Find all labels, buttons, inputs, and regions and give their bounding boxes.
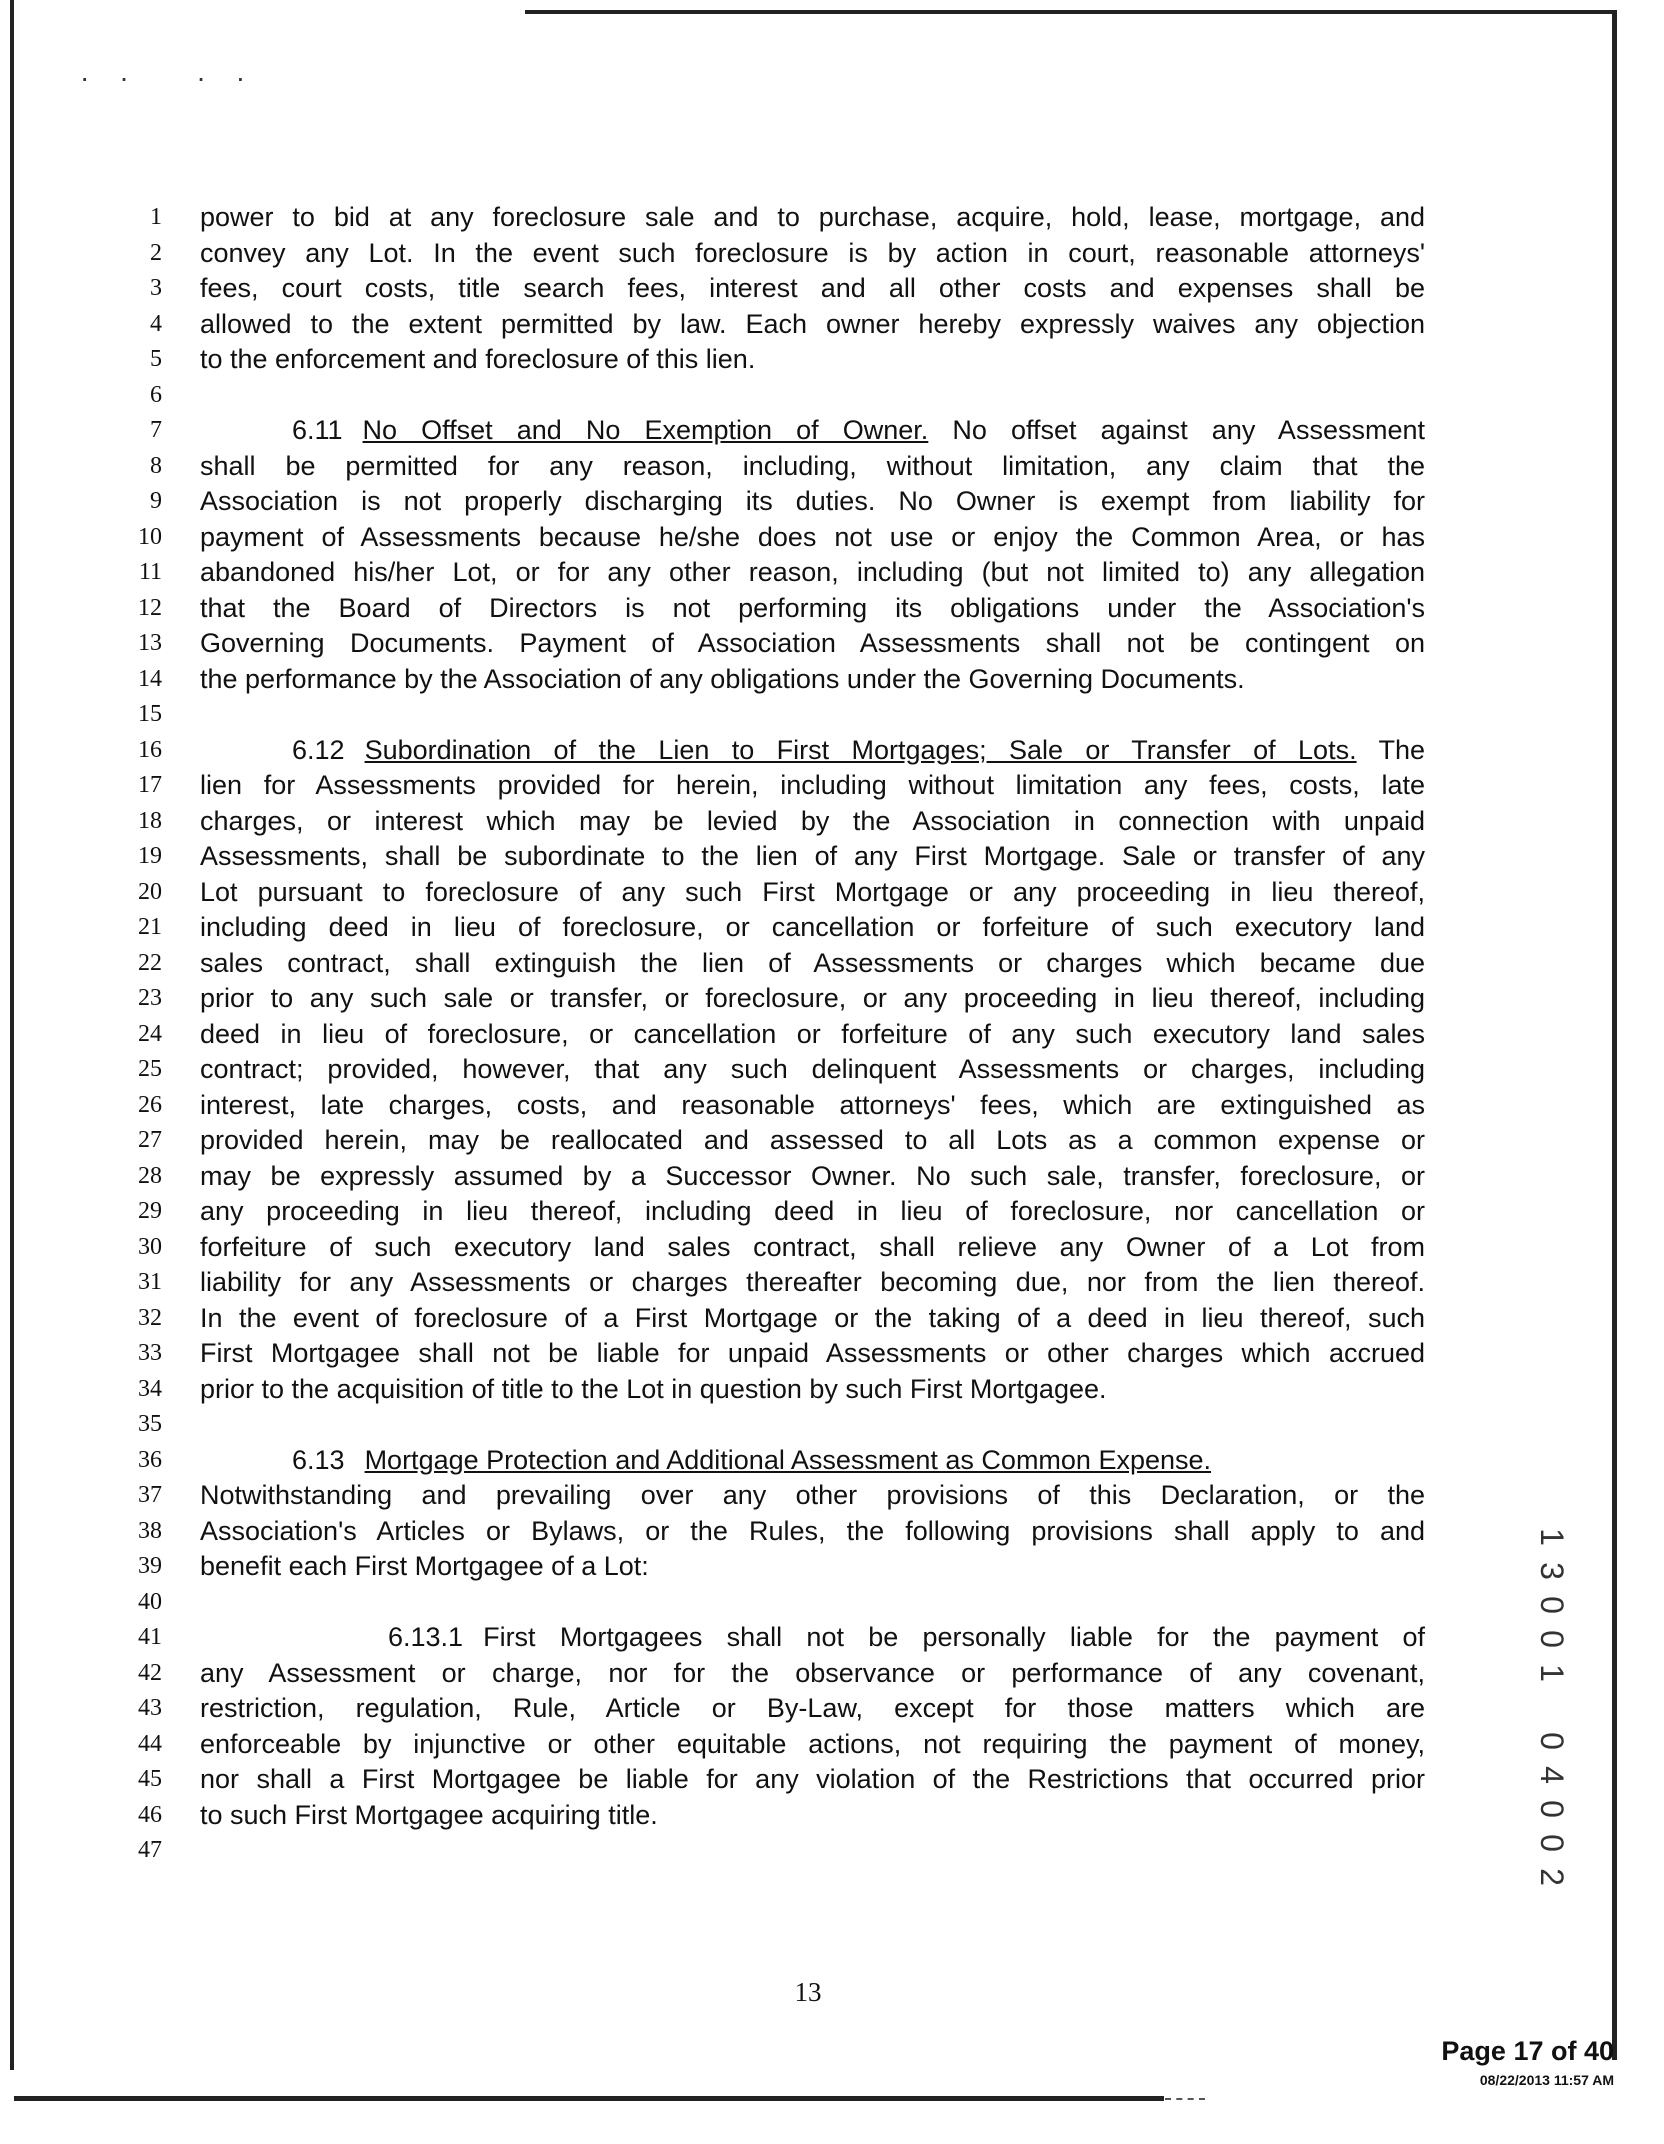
text-line [120,484,1440,520]
scan-border-bottom [14,2096,1164,2101]
line-text: nor shall a First Mortgagee be liable for any violation of the Restrictions that occurred prior [200,1764,1425,1794]
section-body: The [1378,734,1425,765]
line-text: convey any Lot. In the event such foreclosure is by action in court, reasonable attorneys' [200,237,1425,268]
line-text: liability for any Assessments or charges thereafter becoming due, nor from the lien thereof. [200,1267,1425,1297]
stamp-digit: 4 [1534,1766,1570,1784]
text-line [120,1123,1440,1159]
page-count-label: Page 17 of 40 [1441,2036,1614,2066]
line-text: abandoned his/her Lot, or for any other reason, including (but not limited to) any allegation [200,557,1425,587]
text-line [120,768,1440,804]
stamp-digit: 0 [1534,1834,1570,1852]
stamp-digit: 0 [1534,1596,1570,1614]
text-line [120,1514,1440,1550]
line-text: charges, or interest which may be levied by the Association in connection with unpaid [200,805,1425,836]
line-text: allowed to the extent permitted by law. Each owner hereby expressly waives any objection [200,308,1425,339]
line-number: 10 [138,523,162,550]
line-number: 34 [138,1375,162,1402]
line-number: 43 [138,1695,162,1721]
line-number: 38 [138,1517,162,1544]
section-body: First Mortgagees shall not be personally liable for the payment of [483,1622,1425,1652]
line-text: First Mortgagee shall not be liable for unpaid Assessments or other charges which accrued [200,1338,1425,1368]
line-number: 27 [138,1127,162,1153]
line-number: 25 [138,1056,162,1082]
line-number: 13 [138,630,162,656]
line-number: 6 [150,381,162,408]
line-text [200,413,1425,449]
line-number: 20 [138,878,162,905]
line-number: 36 [138,1446,162,1473]
stamp-digit: 3 [1534,1562,1570,1580]
line-text: interest, late charges, costs, and reasonable attorneys' fees, which are extinguished as [200,1089,1425,1120]
line-number: 9 [150,488,162,514]
stamp-digit: 0 [1534,1630,1570,1648]
line-text: power to bid at any foreclosure sale and to purchase, acquire, hold, lease, mortgage, and [200,202,1425,232]
text-line [120,307,1440,343]
recording-stamp-number [1532,1520,1572,1894]
text-line [120,1230,1440,1266]
recording-timestamp: 08/22/2013 11:57 AM [1479,2072,1614,2088]
line-text: the performance by the Association of any obligations under the Governing Documents. [200,663,1245,694]
stamp-digit: 1 [1534,1664,1570,1682]
text-line [120,1088,1440,1124]
scan-border-left [10,0,14,2070]
line-text: prior to the acquisition of title to the Lot in question by such First Mortgagee. [200,1373,1107,1404]
line-text: fees, court costs, title search fees, interest and all other costs and expenses shall be [200,273,1425,303]
line-number: 11 [138,559,162,585]
line-text: benefit each First Mortgagee of a Lot: [200,1551,649,1581]
line-number: 47 [138,1837,162,1863]
line-number: 33 [138,1340,162,1366]
text-line [120,1549,1440,1585]
line-text: restriction, regulation, Rule, Article or By-Law, except for those matters which are [200,1693,1425,1723]
text-line [120,626,1440,662]
line-number: 44 [138,1730,162,1757]
text-line [120,697,1440,733]
text-line [120,875,1440,911]
line-number: 1 [150,204,162,230]
scan-border-right [1612,10,1617,2060]
line-text [200,1443,1425,1479]
stamp-digit: 0 [1534,1732,1570,1750]
text-line [120,200,1440,236]
text-line [120,910,1440,946]
scan-border-dash [1165,2098,1205,2100]
line-number: 14 [138,665,162,692]
line-number: 29 [138,1198,162,1224]
text-line [120,449,1440,485]
line-number: 30 [138,1233,162,1260]
text-line [120,1727,1440,1763]
line-number: 40 [138,1588,162,1615]
text-line [120,236,1440,272]
line-text: lien for Assessments provided for herein, including without limitation any fees, costs, late [200,770,1425,800]
text-line [120,1656,1440,1692]
line-number: 23 [138,985,162,1011]
line-text: any proceeding in lieu thereof, including deed in lieu of foreclosure, nor cancellation or [200,1196,1425,1226]
line-text [200,1620,1425,1656]
line-text: Association's Articles or Bylaws, or the Rules, the following provisions shall apply to and [200,1515,1425,1546]
text-line [120,946,1440,982]
text-line [120,271,1440,307]
line-text: including deed in lieu of foreclosure, or cancellation or forfeiture of such executory land [200,912,1425,942]
text-line [120,1620,1440,1656]
line-number: 45 [138,1766,162,1792]
line-number: 35 [138,1411,162,1437]
stamp-digit: 1 [1534,1528,1570,1546]
line-number: 16 [138,736,162,763]
line-text: Notwithstanding and prevailing over any other provisions of this Declaration, or the [200,1480,1425,1510]
line-number: 28 [138,1162,162,1189]
text-line [120,662,1440,698]
line-text: prior to any such sale or transfer, or foreclosure, or any proceeding in lieu thereof, including [200,983,1425,1013]
text-line [120,1265,1440,1301]
line-text: Governing Documents. Payment of Association Assessments shall not be contingent on [200,628,1425,658]
section-heading: No Offset and No Exemption of Owner. [362,415,929,445]
line-number: 24 [138,1020,162,1047]
text-line [120,804,1440,840]
line-number: 22 [138,949,162,976]
line-number: 32 [138,1304,162,1331]
line-number: 3 [150,275,162,301]
text-line [120,1833,1440,1869]
line-number: 7 [150,417,162,443]
line-number: 17 [138,772,162,798]
text-line [120,1443,1440,1479]
line-number: 2 [150,239,162,266]
text-line [120,1798,1440,1834]
line-number: 19 [138,843,162,869]
text-line [120,520,1440,556]
text-line [120,413,1440,449]
line-text: payment of Assessments because he/she does not use or enjoy the Common Area, or has [200,521,1425,552]
text-line [120,342,1440,378]
text-line [120,1336,1440,1372]
line-number: 26 [138,1091,162,1118]
line-text: shall be permitted for any reason, including, without limitation, any claim that the [200,450,1425,481]
numbered-text-body [120,200,1440,1869]
line-text: that the Board of Directors is not performing its obligations under the Association's [200,592,1425,623]
text-line [120,1301,1440,1337]
text-line [120,1762,1440,1798]
line-number: 42 [138,1659,162,1686]
stamp-digit: 2 [1534,1868,1570,1886]
line-text: Assessments, shall be subordinate to the lien of any First Mortgage. Sale or transfer of any [200,841,1425,871]
line-number: 46 [138,1801,162,1828]
text-line [120,555,1440,591]
line-text: provided herein, may be reallocated and assessed to all Lots as a common expense or [200,1125,1425,1155]
text-line [120,1372,1440,1408]
line-text: forfeiture of such executory land sales contract, shall relieve any Owner of a Lot from [200,1231,1425,1262]
text-line [120,1585,1440,1621]
line-number: 8 [150,452,162,479]
line-text: enforceable by injunctive or other equitable actions, not requiring the payment of money, [200,1728,1425,1759]
line-text: sales contract, shall extinguish the lien of Assessments or charges which became due [200,947,1425,978]
line-number: 41 [138,1624,162,1650]
line-number: 18 [138,807,162,834]
text-line [120,1478,1440,1514]
section-number: 6.12 [292,734,345,765]
line-text: deed in lieu of foreclosure, or cancellation or forfeiture of any such executory land sales [200,1018,1425,1049]
text-line [120,981,1440,1017]
text-line [120,1194,1440,1230]
line-number: 15 [138,701,162,727]
stamp-spacer [1532,1690,1572,1724]
line-number: 12 [138,594,162,621]
section-heading: Subordination of the Lien to First Mortgages; Sale or Transfer of Lots. [364,734,1357,765]
line-text: Association is not properly discharging its duties. No Owner is exempt from liability for [200,486,1425,516]
section-number: 6.11 [292,415,343,445]
text-line [120,1159,1440,1195]
line-text: contract; provided, however, that any such delinquent Assessments or charges, including [200,1054,1425,1084]
page-number: 13 [794,1977,822,2007]
line-number: 31 [138,1269,162,1295]
section-number: 6.13.1 [388,1622,464,1652]
line-number: 4 [150,310,162,337]
line-text: to the enforcement and foreclosure of this lien. [200,344,756,374]
scan-border-top [525,10,1615,14]
section-body: No offset against any Assessment [952,415,1425,445]
line-text: to such First Mortgagee acquiring title. [200,1799,658,1830]
section-heading: Mortgage Protection and Additional Assessment as Common Expense. [364,1444,1212,1475]
scan-specks: ·· ·· [80,62,276,93]
text-line [120,839,1440,875]
text-line [120,1407,1440,1443]
stamp-digit: 0 [1534,1800,1570,1818]
text-line [120,378,1440,414]
line-text [200,733,1425,769]
text-line [120,1691,1440,1727]
line-text: any Assessment or charge, nor for the observance or performance of any covenant, [200,1657,1425,1688]
line-text: may be expressly assumed by a Successor Owner. No such sale, transfer, foreclosure, or [200,1160,1425,1191]
line-number: 39 [138,1553,162,1579]
text-line [120,1017,1440,1053]
text-line [120,733,1440,769]
line-number: 21 [138,914,162,940]
section-number: 6.13 [292,1444,345,1475]
line-text: In the event of foreclosure of a First Mortgage or the taking of a deed in lieu thereof, such [200,1302,1425,1333]
text-line [120,591,1440,627]
line-number: 5 [150,346,162,372]
line-text: Lot pursuant to foreclosure of any such First Mortgage or any proceeding in lieu thereof, [200,876,1425,907]
text-line [120,1052,1440,1088]
line-number: 37 [138,1482,162,1508]
